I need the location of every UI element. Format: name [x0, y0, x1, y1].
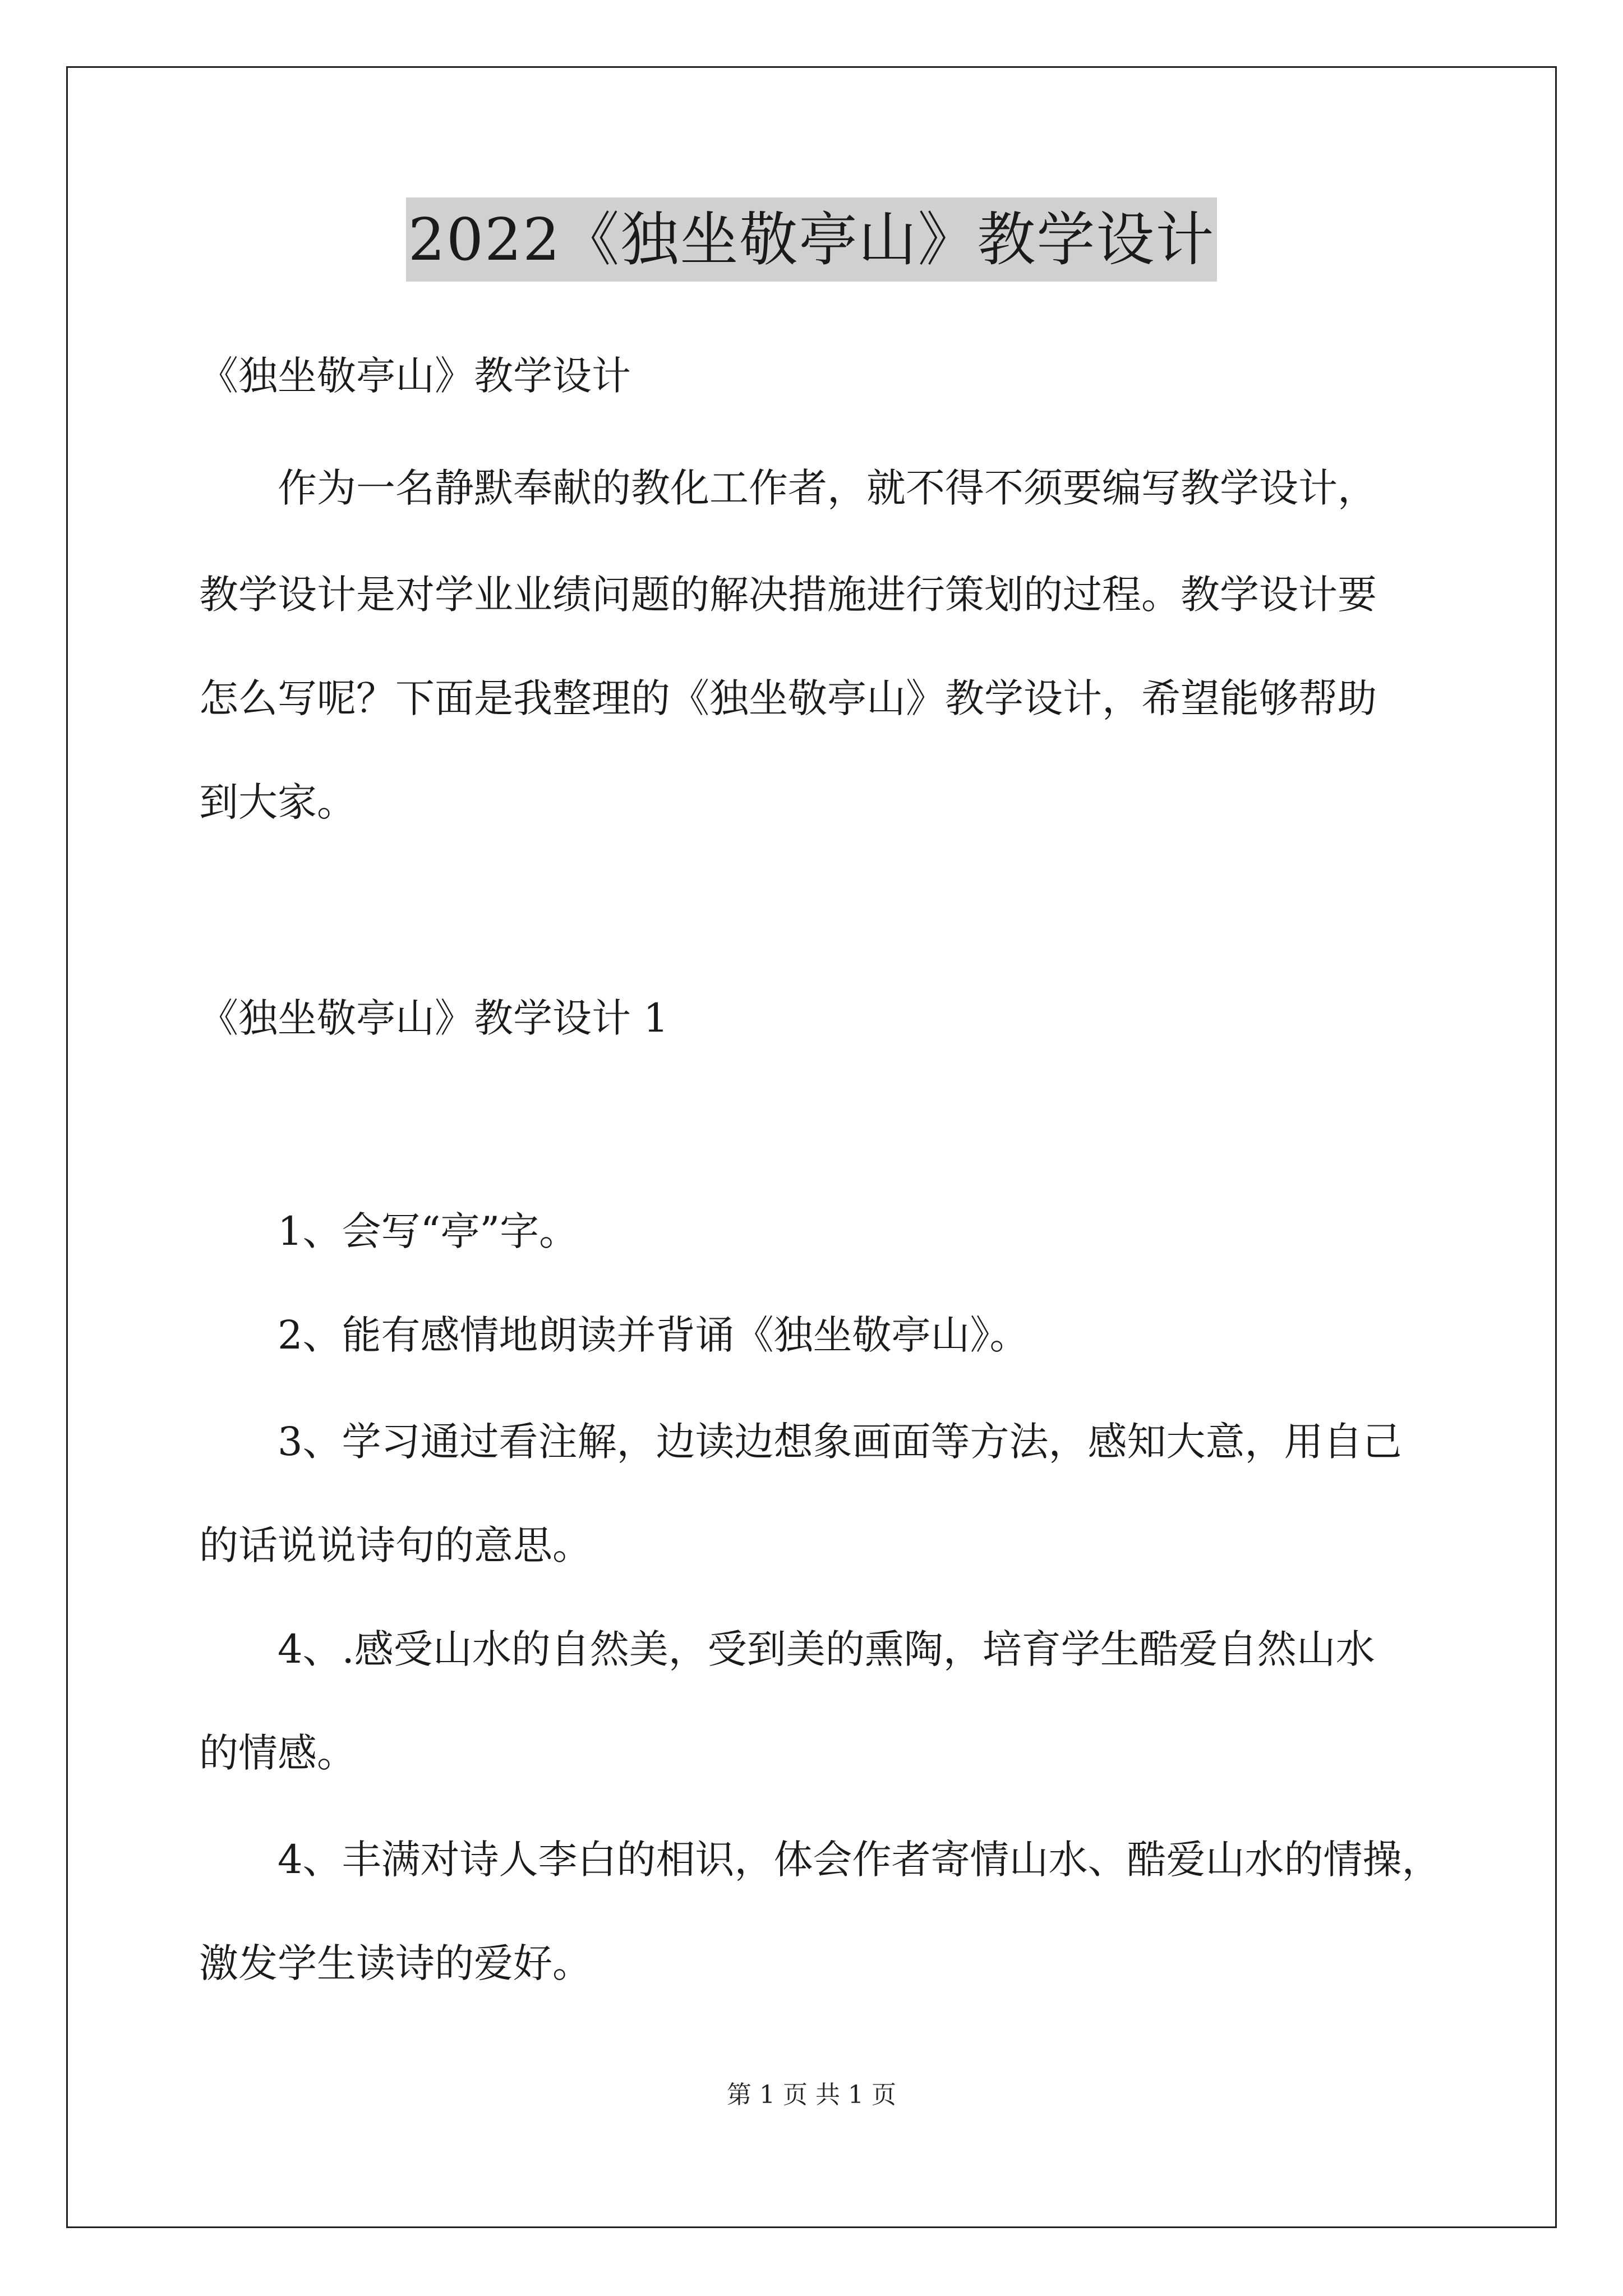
document-title: 2022《独坐敬亭山》教学设计	[406, 197, 1218, 282]
intro-line-1: 作为一名静默奉献的教化工作者，就不得不须要编写教学设计，	[278, 465, 1377, 511]
intro-line-3: 怎么写呢？下面是我整理的《独坐敬亭山》教学设计，希望能够帮助	[199, 675, 1377, 721]
title-container	[0, 197, 1623, 282]
objective-line-4: 的话说说诗句的意思。	[199, 1522, 592, 1568]
objective-line-8: 激发学生读诗的爱好。	[199, 1940, 592, 1986]
page-footer: 第 1 页 共 1 页	[727, 2081, 896, 2109]
objective-line-2: 2、能有感情地朗读并背诵《独坐敬亭山》。	[278, 1312, 1029, 1358]
intro-line-4: 到大家。	[199, 779, 356, 825]
document-subtitle: 《独坐敬亭山》教学设计	[199, 353, 631, 399]
objective-line-1: 1、会写“亭”字。	[278, 1208, 579, 1254]
objective-line-3: 3、学习通过看注解，边读边想象画面等方法，感知大意，用自己	[278, 1419, 1402, 1465]
objective-line-7: 4、丰满对诗人李白的相识，体会作者寄情山水、酷爱山水的情操，	[278, 1837, 1441, 1883]
section-heading: 《独坐敬亭山》教学设计 1	[199, 995, 668, 1041]
objective-line-5: 4、.感受山水的自然美，受到美的熏陶，培育学生酷爱自然山水	[278, 1626, 1375, 1672]
objective-line-6: 的情感。	[199, 1730, 356, 1776]
intro-line-2: 教学设计是对学业业绩问题的解决措施进行策划的过程。教学设计要	[199, 572, 1377, 618]
